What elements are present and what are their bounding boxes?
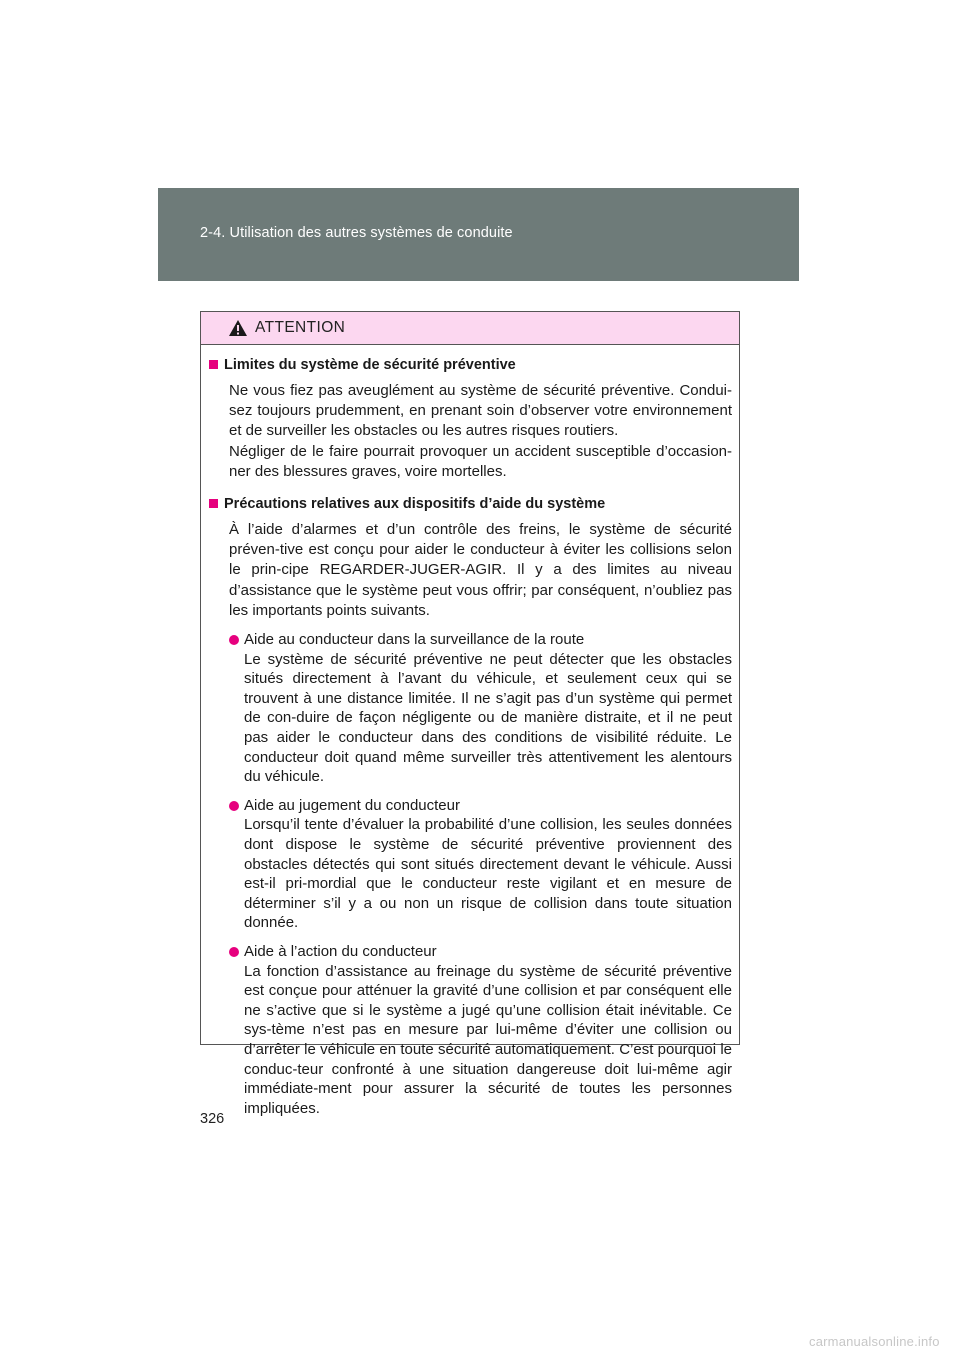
paragraph: Ne vous fiez pas aveuglément au système de sécurité préventive. Condui-sez toujours prudemment, en prenant soin d’observer votre environnement et de surveiller les obstacles ou les autres risques routiers. xyxy=(229,382,732,440)
list-item-heading: Aide au jugement du conducteur xyxy=(244,796,460,814)
warning-box xyxy=(200,311,740,1117)
list-item xyxy=(229,942,732,1118)
list-item xyxy=(229,630,732,787)
section-text xyxy=(229,520,732,621)
section-heading-text: Précautions relatives aux dispositifs d’aide du système xyxy=(224,496,606,513)
page-number: 326 xyxy=(200,1111,225,1127)
round-bullet-icon xyxy=(229,635,239,645)
list-item-content xyxy=(244,796,732,933)
list-item-content xyxy=(244,630,732,787)
section-header-band xyxy=(158,188,799,281)
list-item-heading: Aide à l’action du conducteur xyxy=(244,942,437,960)
list-item-text: Lorsqu’il tente d’évaluer la probabilité d’une collision, les seules données dont dispose le système de sécurité préventive proviennent des obstacles détectés qui sont situés directement devant le véhicule. Aussi est-il pri-mordial que le conducteur reste vigilant et en mesure de déterminer s’il y a ou non un risque de collision dans toute situation donnée. xyxy=(244,816,732,932)
section-title: 2-4. Utilisation des autres systèmes de conduite xyxy=(200,225,513,241)
list-item-text: Le système de sécurité préventive ne peut détecter que les obstacles situés directement à l’avant du véhicule, et seulement ceux qui se trouvent à une distance limitée. Il ne s’agit pas d’un système qui permet de con-duire de façon négligente ou de manière distraite, et il ne peut pas aider le conducteur dans des conditions de visibilité réduite. Le conducteur doit quand même surveiller très attentivement les alentours du véhicule. xyxy=(244,650,732,786)
section-heading xyxy=(208,494,732,514)
list-item-text: La fonction d’assistance au freinage du système de sécurité préventive est conçue pour atténuer la gravité d’une collision et par conséquent elle ne s’active que si le système a jugé qu’une collision était inévitable. Ce sys-tème n’est pas en mesure par lui-même d’éviter une collision ou d’arrêter le véhicule en toute sécurité automatiquement. C’est pourquoi le conduc-teur confronté à une situation dangereuse doit lui-même agir immédiate-ment pour assurer la sécurité de toutes les personnes impliquées. xyxy=(244,962,732,1117)
section-precautions xyxy=(208,494,732,1118)
warning-label: ATTENTION xyxy=(255,319,346,336)
square-bullet-icon xyxy=(209,499,218,508)
warning-body xyxy=(201,345,739,1118)
section-text xyxy=(229,381,732,482)
watermark-text: carmanualsonline.info xyxy=(809,1334,940,1349)
section-heading xyxy=(208,355,732,375)
warning-header xyxy=(201,312,739,345)
round-bullet-icon xyxy=(229,801,239,811)
list-item-content xyxy=(244,942,732,1118)
section-limits xyxy=(208,355,732,482)
paragraph: Négliger de le faire pourrait provoquer un accident susceptible d’occasion-ner des blessures graves, voire mortelles. xyxy=(229,442,732,480)
warning-triangle-icon xyxy=(228,319,248,337)
round-bullet-icon xyxy=(229,947,239,957)
square-bullet-icon xyxy=(209,360,218,369)
section-heading-text: Limites du système de sécurité préventive xyxy=(224,357,516,373)
list-item-heading: Aide au conducteur dans la surveillance de la route xyxy=(244,631,585,649)
paragraph: À l’aide d’alarmes et d’un contrôle des freins, le système de sécurité préven-tive est conçu pour aider le conducteur à éviter les collisions selon le prin-cipe REGARDER-JUGER-AGIR. Il y a des limites au niveau d’assistance que le système peut vous offrir; par conséquent, n’oubliez pas les importants points suivants. xyxy=(229,521,732,619)
list-item xyxy=(229,796,732,933)
